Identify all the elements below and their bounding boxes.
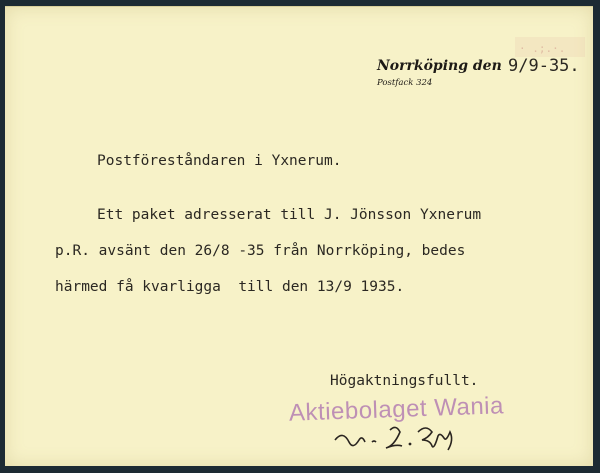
postcard [5,6,593,466]
addressee-line: Postföreståndaren i Yxnerum. [97,153,342,169]
body-line-2: p.R. avsänt den 26/8 -35 från Norrköping, bedes [55,243,466,259]
company-stamp: Aktiebolaget Wania [288,392,505,427]
letterhead-postbox: Postfack 324 [377,78,433,88]
svg-text:· .;.·.: · .;.·. [519,42,566,55]
closing-line: Högaktningsfullt. [330,373,479,389]
body-line-3: härmed få kvarligga till den 13/9 1935. [55,279,405,295]
letter-date: 9/9-35. [508,56,580,76]
letterhead-place: Norrköping den [377,58,502,74]
body-line-1: Ett paket adresserat till J. Jönsson Yxnerum [97,207,482,223]
handwritten-signature [330,418,470,460]
